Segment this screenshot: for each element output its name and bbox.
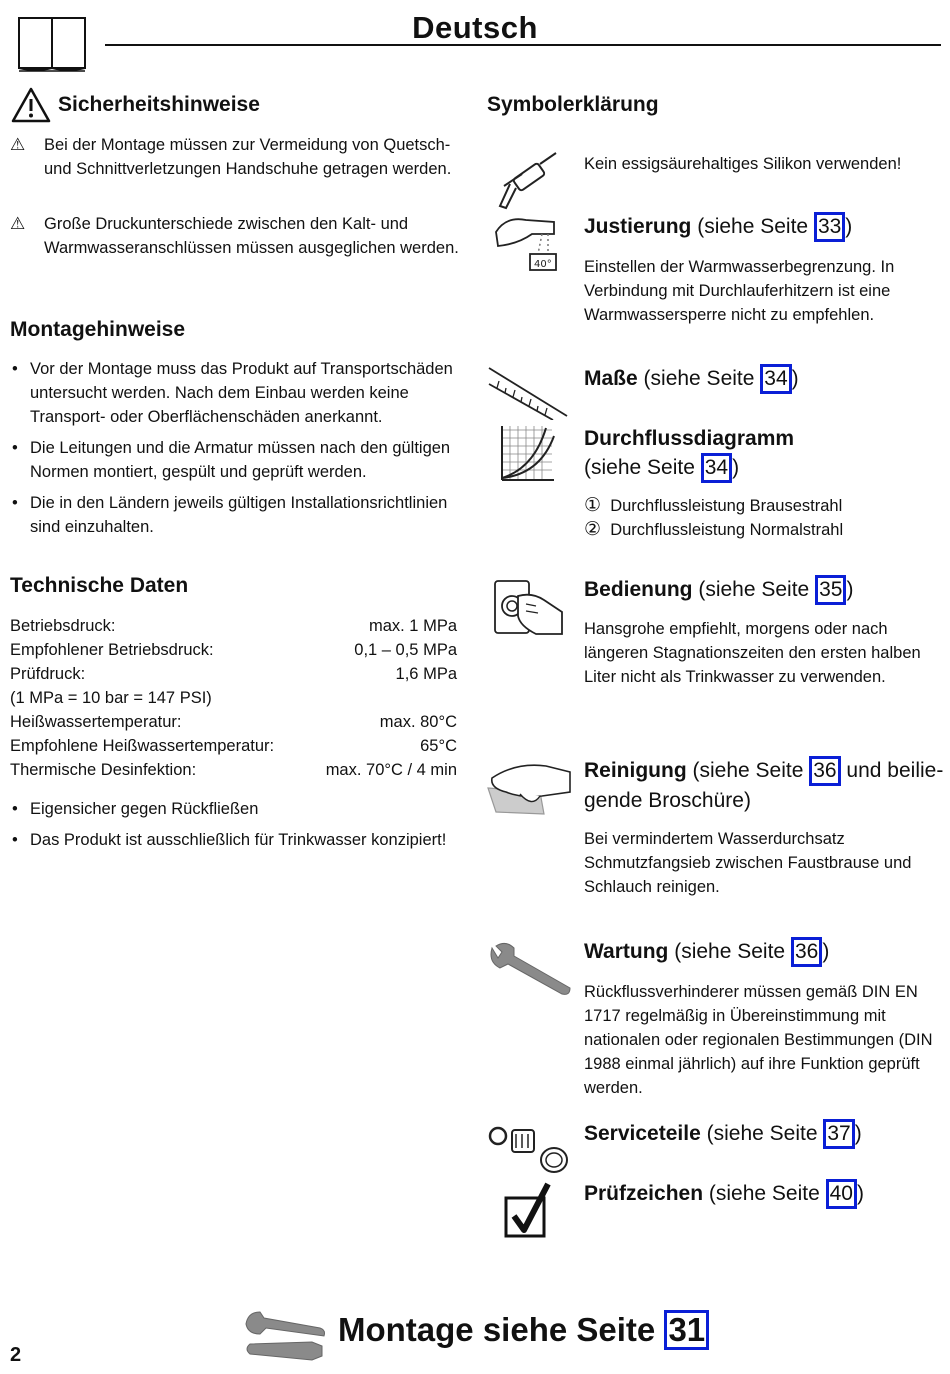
service-parts-icon	[486, 1120, 572, 1183]
warning-icon: ⚠	[10, 135, 26, 154]
list-item: ① Durchflussleistung Brausestrahl	[584, 495, 843, 516]
section-masse-title: Maße (siehe Seite 34 )	[584, 364, 944, 394]
tech-row: Heißwassertemperatur: max. 80°C	[10, 713, 457, 731]
page-ref-link[interactable]: 36	[809, 756, 840, 786]
list-item: • Die Leitungen und die Armatur müssen nach den gültigen Normen montiert, gespült und geprüft werden.	[12, 439, 451, 481]
page-ref-link[interactable]: 33	[814, 212, 845, 242]
warning-icon	[10, 86, 52, 129]
wrench-icon	[486, 942, 572, 1005]
circled-number: ①	[584, 495, 602, 516]
page-ref-link[interactable]: 37	[823, 1119, 854, 1149]
page-ref-link[interactable]: 36	[791, 937, 822, 967]
safety-item: ⚠ Große Druckunterschiede zwischen den Kalt- und Warmwasseranschlüssen müssen ausgeglichen werden.	[10, 214, 459, 257]
footer-mounting-ref: Montage siehe Seite 31	[338, 1310, 709, 1350]
section-reinigung-title: Reinigung (siehe Seite 36 und beiliegende Broschüre)	[584, 756, 944, 815]
tech-row: Empfohlene Heißwassertemperatur: 65°C	[10, 737, 457, 755]
tech-row: Empfohlener Betriebsdruck: 0,1 – 0,5 MPa	[10, 641, 457, 659]
list-item: • Eigensicher gegen Rückfließen	[12, 800, 259, 818]
safety-item: ⚠ Bei der Montage müssen zur Vermeidung von Quetsch- und Schnittverletzungen Handschuhe getragen werden.	[10, 135, 452, 178]
symbols-heading: Symbolerklärung	[487, 93, 659, 116]
page-title: Deutsch	[412, 10, 538, 45]
section-reinigung-text: Bei vermindertem Wasserdurchsatz Schmutzfangsieb zwischen Faustbrause und Schlauch reinigen.	[584, 830, 912, 896]
section-service-title: Serviceteile (siehe Seite 37 )	[584, 1119, 944, 1149]
section-justierung-title: Justierung (siehe Seite 33 )	[584, 212, 944, 242]
checkmark-box-icon	[500, 1180, 556, 1245]
tech-row: (1 MPa = 10 bar = 147 PSI)	[10, 689, 212, 707]
section-wartung-title: Wartung (siehe Seite 36 )	[584, 937, 944, 967]
page-ref-link[interactable]: 35	[815, 575, 846, 605]
circled-number: ②	[584, 519, 602, 540]
section-bedienung-text: Hansgrohe empfiehlt, morgens oder nach längeren Stagnationszeiten den ersten halben Liter nicht als Trinkwasser zu verwenden.	[584, 620, 921, 686]
silicone-gun-icon	[492, 150, 562, 217]
tech-row: Thermische Desinfektion: max. 70°C / 4 min	[10, 761, 457, 779]
page-ref-link[interactable]: 31	[664, 1310, 709, 1350]
page-ref-link[interactable]: 34	[760, 364, 791, 394]
page-number: 2	[10, 1344, 22, 1366]
tools-icon	[242, 1302, 328, 1367]
list-item: • Vor der Montage muss das Produkt auf Transportschäden untersucht werden. Nach dem Einbau werden keine Transport- oder Oberflächenschäden anerkannt.	[12, 360, 453, 426]
section-bedienung-title: Bedienung (siehe Seite 35 )	[584, 575, 944, 605]
list-item: • Die in den Ländern jeweils gültigen Installationsrichtlinien sind einzuhalten.	[12, 494, 448, 536]
section-justierung-text: Einstellen der Warmwasserbegrenzung. In Verbindung mit Durchlauferhitzern ist eine Warmwassersperre nicht zu empfehlen.	[584, 258, 895, 324]
tech-row: Prüfdruck: 1,6 MPa	[10, 665, 457, 683]
section-durchfluss-title: Durchflussdiagramm (siehe Seite 34 )	[584, 424, 944, 483]
safety-heading: Sicherheitshinweise	[58, 93, 260, 116]
list-item: • Das Produkt ist ausschließlich für Trinkwasser konzipiert!	[12, 831, 447, 849]
page-ref-link[interactable]: 40	[826, 1179, 857, 1209]
section-pruef-title: Prüfzeichen (siehe Seite 40 )	[584, 1179, 944, 1209]
warning-icon: ⚠	[10, 214, 26, 233]
tech-heading: Technische Daten	[10, 574, 189, 597]
thermostat-hand-icon	[492, 210, 564, 279]
list-item: ② Durchflussleistung Normalstrahl	[584, 519, 844, 540]
silicone-text: Kein essigsäurehaltiges Silikon verwenden!	[584, 155, 902, 173]
mounting-heading: Montagehinweise	[10, 318, 186, 341]
cleaning-cloth-icon	[486, 758, 572, 823]
section-wartung-text: Rückflussverhinderer müssen gemäß DIN EN 1717 regelmäßig in Übereinstimmung mit nationalen oder regionalen Bestimmungen (DIN 1988 einmal jährlich) auf ihre Funktion geprüft werden.	[584, 983, 933, 1097]
knob-hand-icon	[492, 578, 564, 643]
flow-graph-icon	[498, 424, 556, 489]
svg-text:40°: 40°	[534, 259, 552, 270]
tech-row: Betriebsdruck: max. 1 MPa	[10, 617, 457, 635]
ruler-icon	[487, 364, 571, 425]
page-ref-link[interactable]: 34	[701, 453, 732, 483]
